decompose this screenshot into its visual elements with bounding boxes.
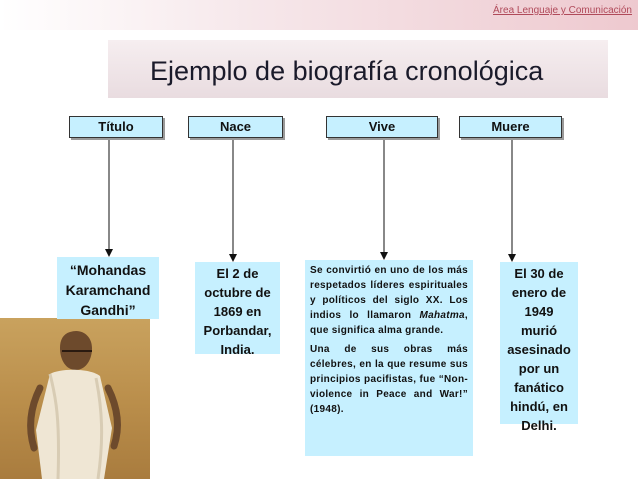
box-nace [195,262,280,357]
muere-line: asesinado [507,342,571,357]
muere-line: murió [520,323,558,338]
muere-line: enero de [511,285,567,300]
nace-line: India. [220,342,255,357]
muere-line: 1949 [524,304,554,319]
vive-paragraph-2: Una de sus obras más célebres, en la que resume sus principios pacifistas, fue “Non-violence in Peace and War!” (1948). [310,344,468,415]
titulo-line: “Mohandas [69,262,147,278]
header-titulo: Título [69,116,163,138]
muere-line: El 30 de [514,266,564,281]
muere-line: Delhi. [521,418,557,433]
brand-link[interactable]: Área Lenguaje y Comunicación [493,5,632,16]
titulo-line: Gandhi” [80,302,136,318]
nace-line: Porbandar, [203,323,272,338]
header-nace: Nace [188,116,283,138]
titulo-line: Karamchand [65,282,151,298]
vive-text: , que significa alma grande. [310,310,468,336]
nace-line: 1869 en [213,304,262,319]
muere-line: fanático [514,380,564,395]
nace-line: octubre de [204,285,271,300]
vive-emphasis: Mahatma [419,310,465,321]
page-title: Ejemplo de biografía cronológica [150,56,544,86]
nace-line: El 2 de [216,266,259,281]
vive-text: Se convirtió en uno de los más respetados líderes espirituales y políticos del siglo XX. Los indios lo llamaron [310,265,468,321]
gandhi-photo [0,318,150,479]
box-titulo [57,257,159,319]
box-vive [305,260,473,456]
vive-paragraph-1 [310,263,468,338]
header-muere: Muere [459,116,562,138]
box-muere [500,262,578,433]
header-vive: Vive [326,116,438,138]
muere-line: por un [518,361,560,376]
muere-line: hindú, en [510,399,568,414]
